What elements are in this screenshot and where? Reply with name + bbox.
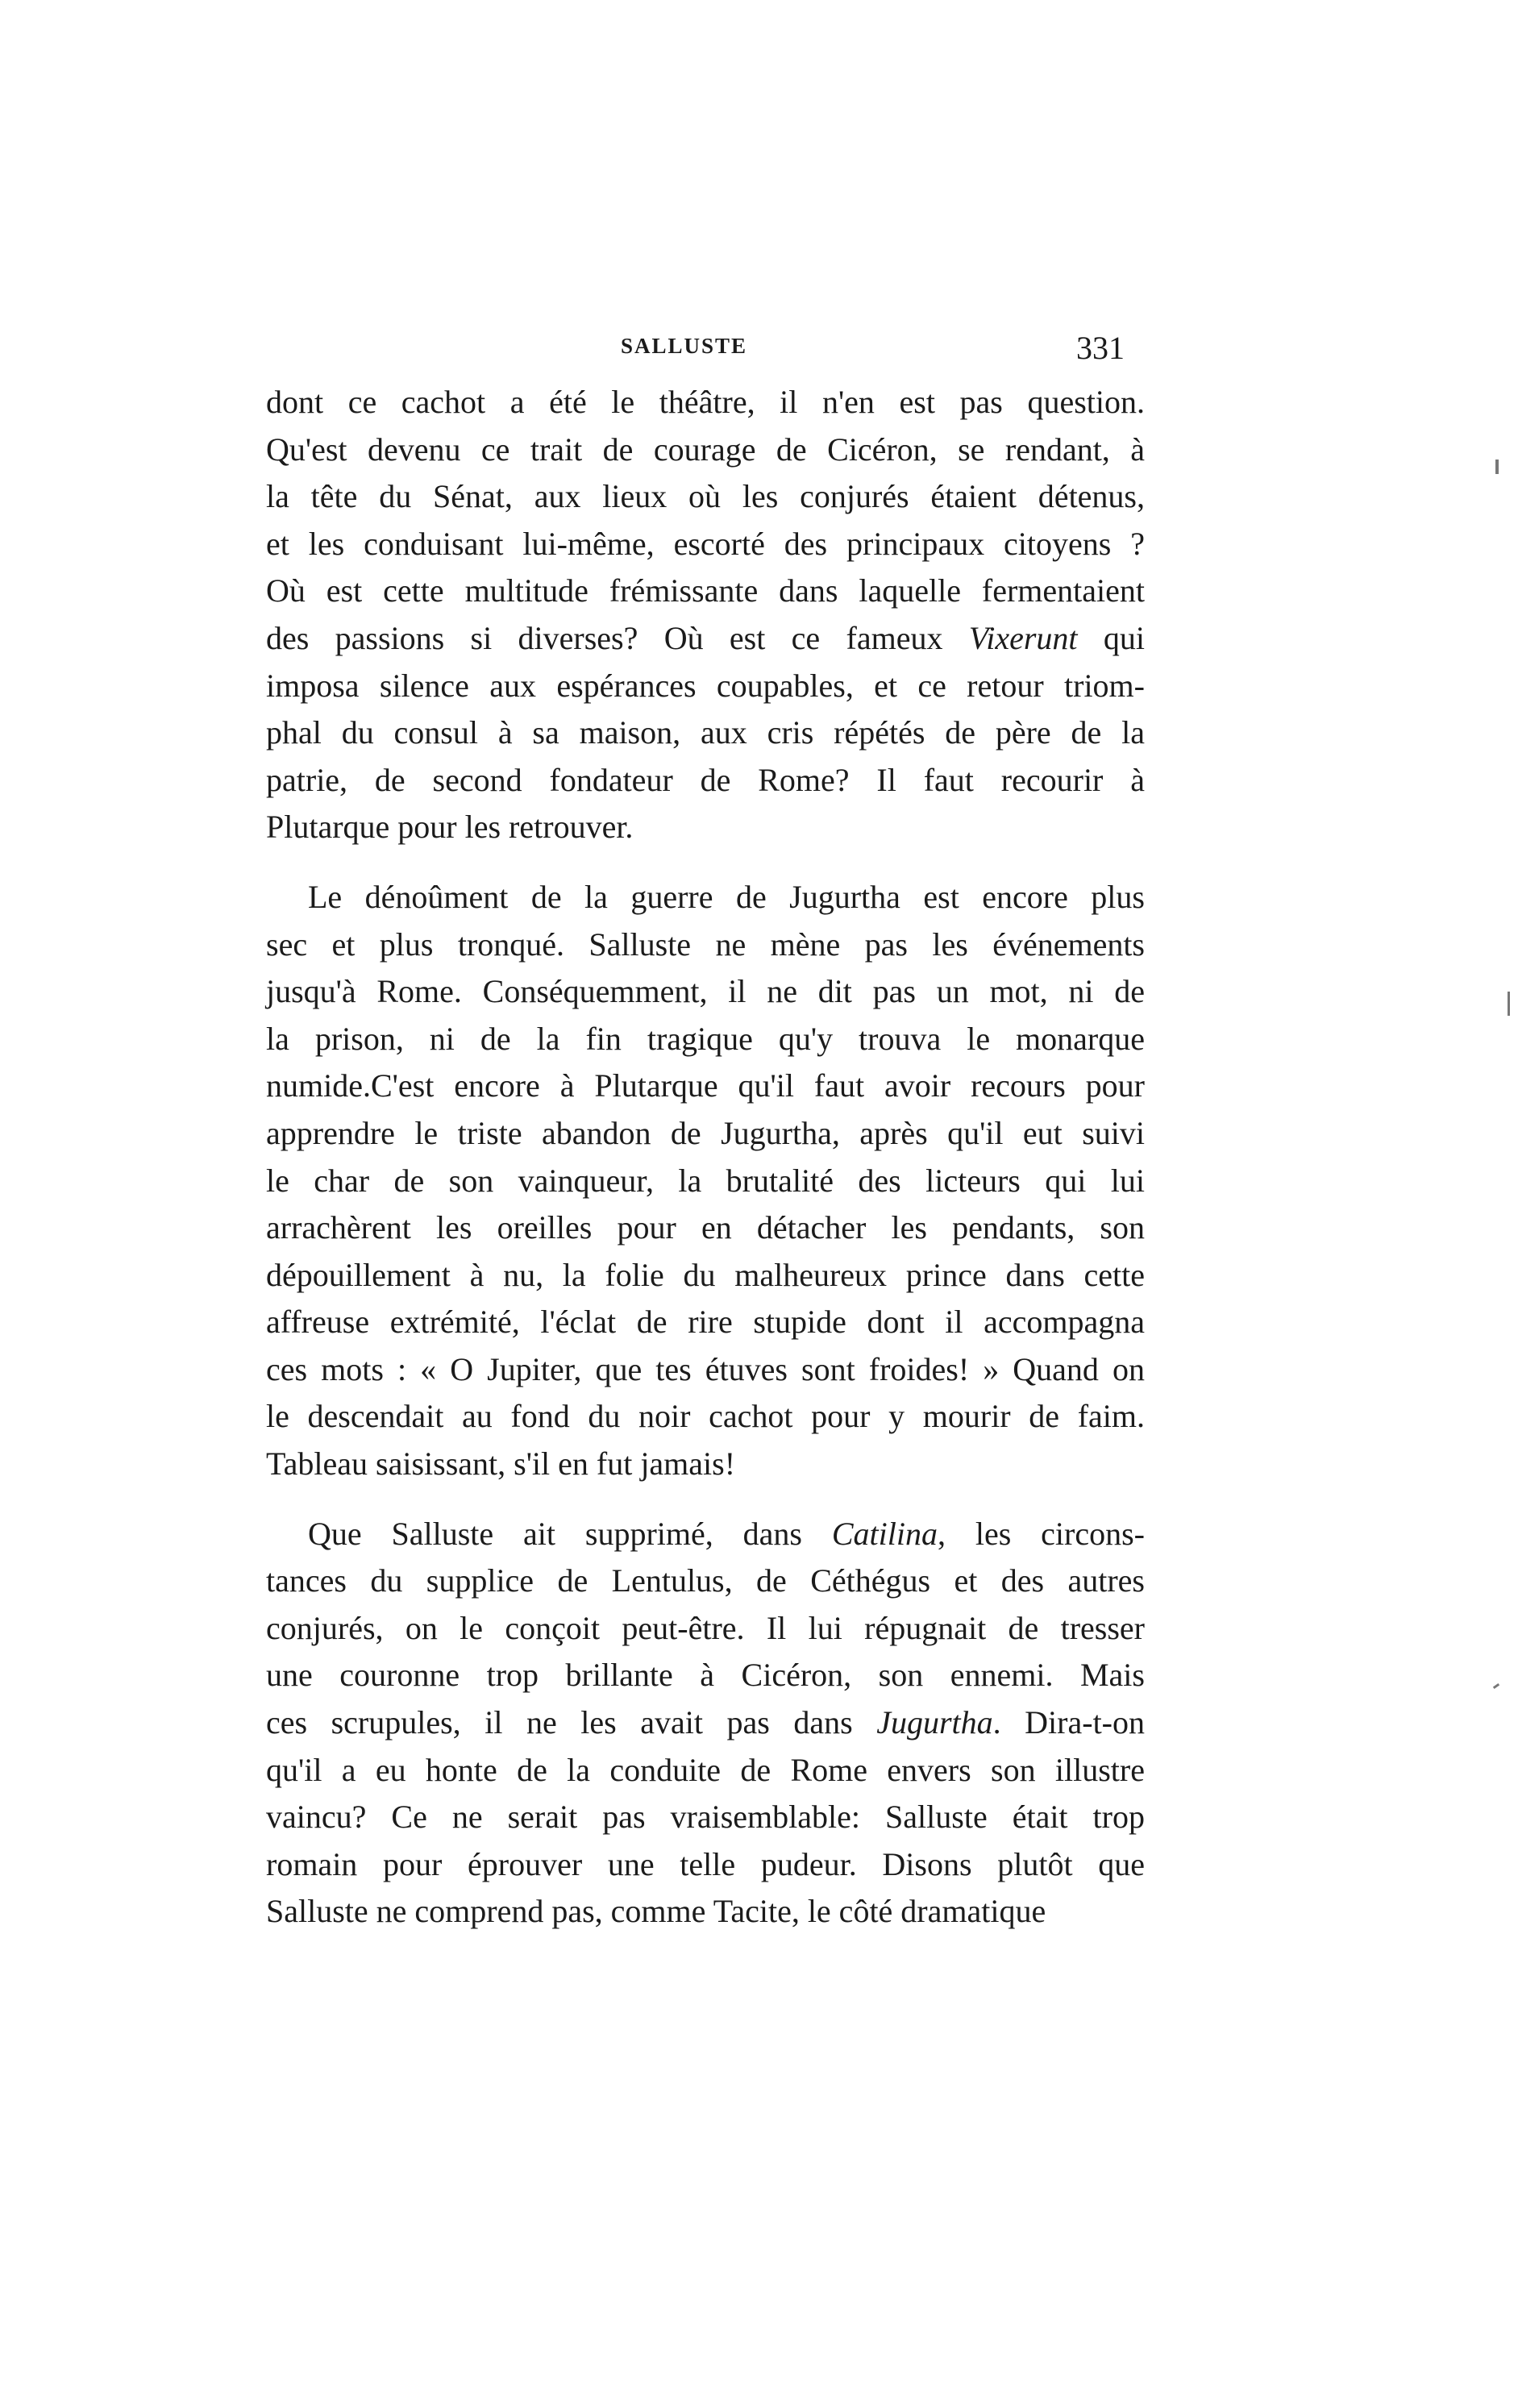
text-line: le descendait au fond du noir cachot pour y mourir de faim.: [266, 1398, 1145, 1435]
paragraph-gap: [266, 1488, 1145, 1511]
text-line: apprendre le triste abandon de Jugurtha, après qu'il eut suivi: [266, 1114, 1145, 1151]
running-title: SALLUSTE: [621, 334, 748, 358]
text-line: Où est cette multitude frémissante dans laquelle fermentaient: [266, 572, 1145, 609]
text-span: Que Salluste ait supprimé, dans: [308, 1515, 832, 1552]
text-line: Salluste ne comprend pas, comme Tacite, le côté dramatique: [266, 1893, 1046, 1930]
paragraph-gap: [266, 851, 1145, 874]
page-number: 331: [1076, 330, 1125, 366]
text-line: conjurés, on le conçoit peut-être. Il lui répugnait de tresser: [266, 1609, 1145, 1646]
text-line: romain pour éprouver une telle pudeur. Disons plutôt que: [266, 1845, 1145, 1882]
text-line: vaincu? Ce ne serait pas vraisemblable: Salluste était trop: [266, 1799, 1145, 1836]
text-line: tances du supplice de Lentulus, de Céthégus et des autres: [266, 1562, 1145, 1599]
paragraph: [266, 1511, 1145, 1936]
text-line: ces mots : « O Jupiter, que tes étuves sont froides! » Quand on: [266, 1350, 1145, 1387]
text-line: une couronne trop brillante à Cicéron, son ennemi. Mais: [266, 1657, 1145, 1694]
italic-title: Catilina: [831, 1515, 938, 1552]
text-span: ces scrupules, il ne les avait pas dans: [266, 1704, 877, 1741]
body-text: [266, 379, 1145, 1936]
paragraph: [266, 379, 1145, 851]
text-line: numide.C'est encore à Plutarque qu'il faut avoir recours pour: [266, 1067, 1145, 1104]
text-line: Qu'est devenu ce trait de courage de Cicéron, se rendant, à: [266, 430, 1145, 468]
text-line: sec et plus tronqué. Salluste ne mène pas les événements: [266, 925, 1145, 963]
text-span: , les circons-: [937, 1515, 1145, 1552]
text-line: imposa silence aux espérances coupables, et ce retour triom-: [266, 667, 1145, 704]
text-span: . Dira-t-on: [992, 1704, 1146, 1741]
margin-mark: [1508, 992, 1510, 1016]
margin-mark: [1493, 1683, 1499, 1689]
text-line: Plutarque pour les retrouver.: [266, 809, 634, 846]
text-line: [266, 615, 1145, 663]
paragraph: [266, 874, 1145, 1488]
text-line: [266, 1699, 1145, 1747]
text-line: phal du consul à sa maison, aux cris répétés de père de la: [266, 714, 1145, 751]
margin-mark: [1495, 460, 1499, 474]
text-line: affreuse extrémité, l'éclat de rire stupide dont il accompagna: [266, 1304, 1145, 1341]
text-line: le char de son vainqueur, la brutalité des licteurs qui lui: [266, 1162, 1145, 1199]
text-line: qu'il a eu honte de la conduite de Rome envers son illustre: [266, 1751, 1145, 1788]
text-line: la tête du Sénat, aux lieux où les conjurés étaient détenus,: [266, 478, 1145, 515]
text-line: [266, 1511, 1145, 1558]
text-line: la prison, ni de la fin tragique qu'y trouva le monarque: [266, 1020, 1145, 1057]
italic-title: Vixerunt: [968, 619, 1078, 656]
italic-title: Jugurtha: [876, 1704, 993, 1741]
text-line: arrachèrent les oreilles pour en détacher les pendants, son: [266, 1209, 1145, 1246]
text-line: jusqu'à Rome. Conséquemment, il ne dit pas un mot, ni de: [266, 973, 1145, 1010]
text-line: dont ce cachot a été le théâtre, il n'en est pas question.: [266, 384, 1145, 420]
page-header: [266, 329, 1125, 377]
text-line: dépouillement à nu, la folie du malheureux prince dans cette: [266, 1256, 1145, 1293]
text-line: Le dénoûment de la guerre de Jugurtha est encore plus: [308, 878, 1145, 915]
text-span: qui: [1077, 619, 1145, 656]
text-line: Tableau saisissant, s'il en fut jamais!: [266, 1445, 736, 1483]
text-line: patrie, de second fondateur de Rome? Il faut recourir à: [266, 761, 1145, 798]
text-line: et les conduisant lui-même, escorté des principaux citoyens ?: [266, 525, 1145, 562]
text-span: des passions si diverses? Où est ce fameux: [266, 619, 969, 656]
